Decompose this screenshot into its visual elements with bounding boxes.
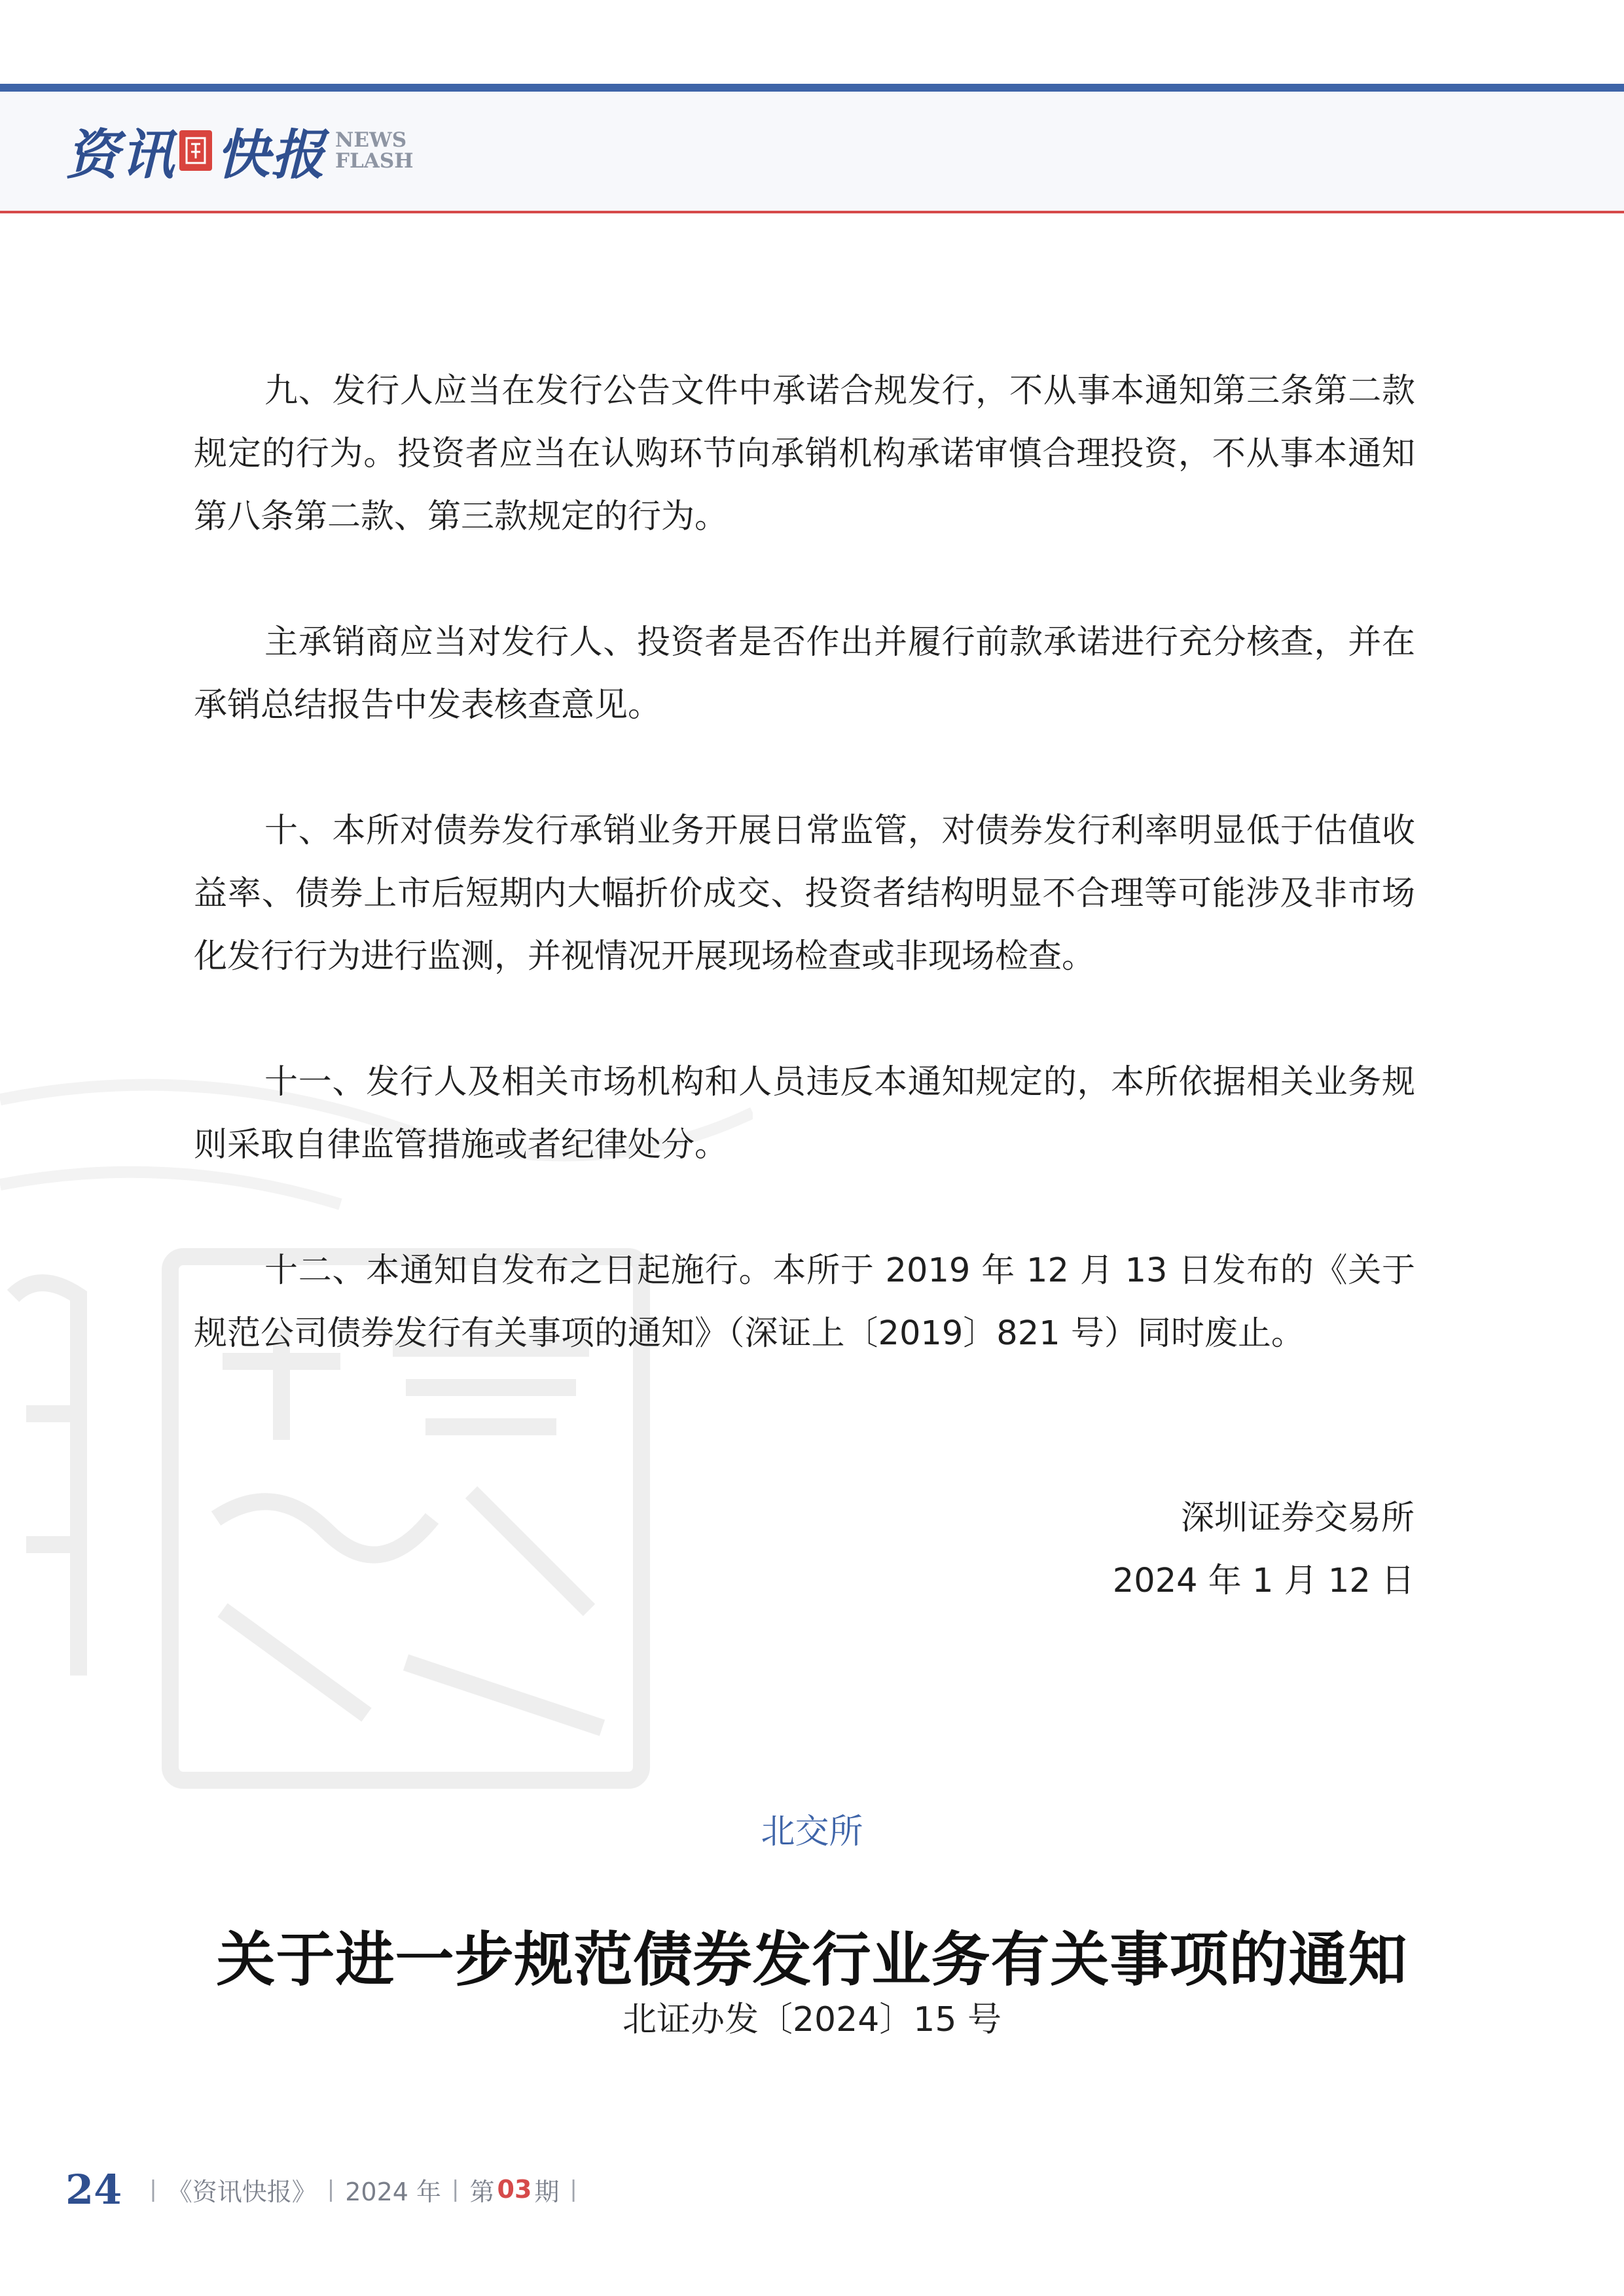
- paragraph-12: [194, 1240, 1415, 1365]
- paragraph-9-cont: [194, 611, 1415, 737]
- page-footer: [65, 2160, 588, 2219]
- footer-publication: 《资讯快报》: [167, 2177, 317, 2206]
- footer-issue-number: 03: [497, 2175, 532, 2204]
- seal-icon: [179, 130, 212, 171]
- footer-separator: |: [149, 2176, 157, 2202]
- signature-date: 2024 年 1 月 12 日: [1112, 1562, 1415, 1600]
- paragraph-11: [194, 1051, 1415, 1177]
- logo-english-line1: NEWS: [335, 128, 407, 152]
- paragraph-9: [194, 360, 1415, 548]
- logo-english: [335, 130, 414, 171]
- logo-text-part2: 快报: [216, 123, 326, 187]
- header-red-rule: [0, 211, 1624, 213]
- news-flash-logo: [65, 118, 414, 187]
- paragraph-11-text: 十一、发行人及相关市场机构和人员违反本通知规定的，本所依据相关业务规则采取自律监管措施或者纪律处分。: [194, 1063, 1415, 1164]
- notice-doc-number: 北证办发〔2024〕15 号: [622, 2000, 1002, 2039]
- page-number: 24: [65, 2165, 122, 2214]
- logo-text-part1: 资讯: [65, 123, 175, 187]
- paragraph-10-text: 十、本所对债券发行承销业务开展日常监管，对债券发行利率明显低于估值收益率、债券上市后短期内大幅折价成交、投资者结构明显不合理等可能涉及非市场化发行行为进行监测，并视情况开展现场检查或非现场检查。: [194, 812, 1415, 976]
- top-accent-bar: [0, 84, 1624, 92]
- footer-separator: |: [569, 2176, 577, 2202]
- logo-english-line2: FLASH: [335, 149, 414, 173]
- footer-issue-prefix: 第: [469, 2177, 495, 2206]
- section-label: 北交所: [761, 1812, 863, 1852]
- notice-title: 关于进一步规范债券发行业务有关事项的通知: [216, 1926, 1408, 1994]
- footer-separator: |: [452, 2176, 460, 2202]
- paragraph-12-text: 十二、本通知自发布之日起施行。本所于 2019 年 12 月 13 日发布的《关于规范公司债券发行有关事项的通知》（深证上〔2019〕821 号）同时废止。: [194, 1251, 1415, 1353]
- paragraph-9-text: 九、发行人应当在发行公告文件中承诺合规发行，不从事本通知第三条第二款规定的行为。投资者应当在认购环节向承销机构承诺审慎合理投资，不从事本通知第八条第二款、第三款规定的行为。: [194, 372, 1415, 536]
- paragraph-10: [194, 800, 1415, 988]
- footer-separator: |: [327, 2176, 335, 2202]
- paragraph-9-cont-text: 主承销商应当对发行人、投资者是否作出并履行前款承诺进行充分核查，并在承销总结报告中发表核查意见。: [194, 623, 1415, 725]
- signature-organization: 深圳证券交易所: [1180, 1499, 1415, 1537]
- footer-issue-suffix: 期: [534, 2177, 560, 2206]
- footer-year: 2024 年: [345, 2177, 442, 2206]
